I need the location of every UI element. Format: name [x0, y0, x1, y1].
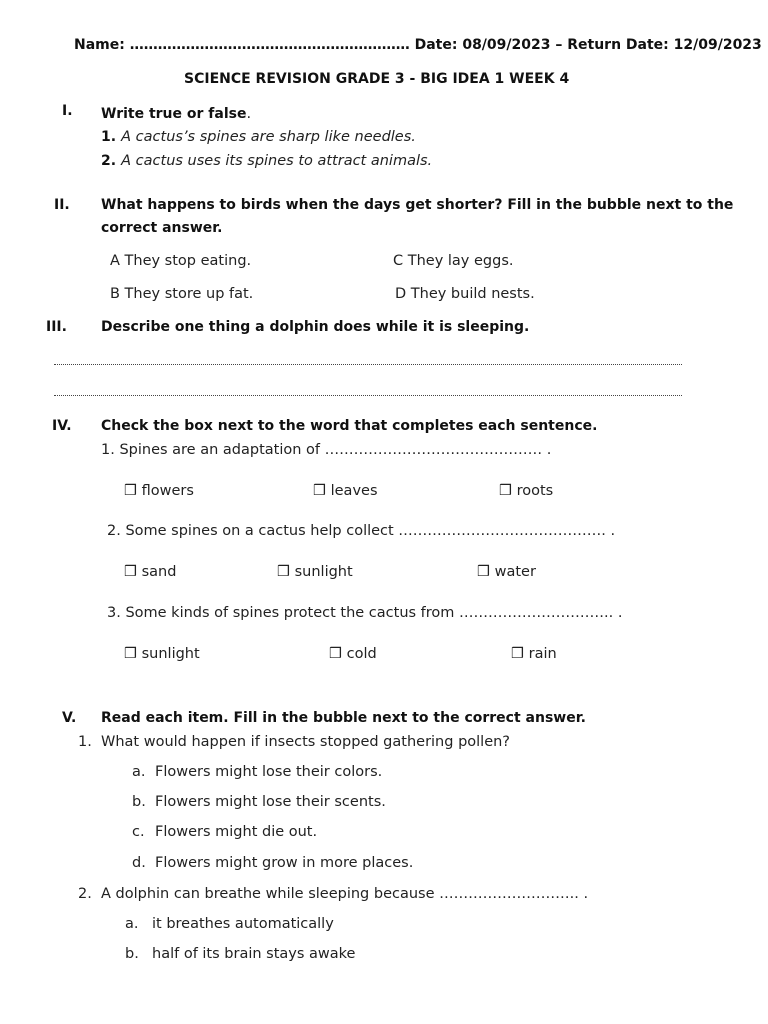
section-4-number: IV.	[52, 418, 72, 434]
item-text: A cactus’s spines are sharp like needles.	[121, 129, 416, 145]
checkbox-option[interactable]: ❒ sunlight	[277, 564, 353, 580]
answer-option[interactable]: Flowers might lose their colors.	[155, 764, 383, 780]
question-number: 2.	[78, 886, 92, 902]
section-1-number: I.	[62, 103, 73, 119]
section-1-title-end: .	[246, 106, 252, 122]
answer-option[interactable]: Flowers might lose their scents.	[155, 794, 386, 810]
section-1-heading	[101, 103, 251, 122]
section-4-title: Check the box next to the word that completes each sentence.	[101, 418, 598, 434]
item-number: 1.	[101, 129, 117, 145]
answer-option[interactable]: it breathes automatically	[152, 916, 334, 932]
checkbox-option[interactable]: ❒ cold	[329, 646, 377, 662]
checkbox-option[interactable]: ❒ rain	[511, 646, 557, 662]
section-1-title: Write true or false	[101, 106, 247, 122]
option-letter: d.	[132, 855, 146, 871]
checkbox-option[interactable]: ❒ flowers	[124, 483, 194, 499]
section-2-title-line1: What happens to birds when the days get shorter? Fill in the bubble next to the	[101, 197, 734, 213]
question-text: 2. Some spines on a cactus help collect ……………………………………. .	[107, 523, 616, 539]
question-text: A dolphin can breathe while sleeping because ……………………….. .	[101, 886, 589, 902]
question-text: What would happen if insects stopped gathering pollen?	[101, 734, 511, 750]
section-2-title-line2: correct answer.	[101, 220, 223, 236]
answer-option[interactable]: half of its brain stays awake	[152, 946, 356, 962]
checkbox-option[interactable]: ❒ sunlight	[124, 646, 200, 662]
question-text: 3. Some kinds of spines protect the cactus from ………………………….. .	[107, 605, 623, 621]
option-letter: a.	[125, 916, 139, 932]
section-3-title: Describe one thing a dolphin does while it is sleeping.	[101, 319, 530, 335]
section-2-number: II.	[54, 197, 70, 213]
option-c[interactable]: C They lay eggs.	[393, 253, 514, 269]
answer-option[interactable]: Flowers might die out.	[155, 824, 318, 840]
option-letter: b.	[125, 946, 139, 962]
question-number: 1.	[78, 734, 92, 750]
checkbox-option[interactable]: ❒ leaves	[313, 483, 378, 499]
section-5-title: Read each item. Fill in the bubble next to the correct answer.	[101, 710, 586, 726]
option-letter: b.	[132, 794, 146, 810]
item-text: A cactus uses its spines to attract animals.	[121, 153, 433, 169]
section-1-item	[101, 150, 432, 169]
checkbox-option[interactable]: ❒ sand	[124, 564, 177, 580]
section-1-item	[101, 126, 416, 145]
option-d[interactable]: D They build nests.	[395, 286, 535, 302]
name-date-line: Name: …………………………………………………… Date: 08/09/2023 – Return Date: 12/09/2023	[74, 37, 762, 53]
item-number: 2.	[101, 153, 117, 169]
option-b[interactable]: B They store up fat.	[110, 286, 254, 302]
option-a[interactable]: A They stop eating.	[110, 253, 252, 269]
answer-option[interactable]: Flowers might grow in more places.	[155, 855, 414, 871]
option-letter: a.	[132, 764, 146, 780]
page-title: SCIENCE REVISION GRADE 3 - BIG IDEA 1 WEEK 4	[184, 71, 570, 87]
option-letter: c.	[132, 824, 145, 840]
answer-line[interactable]	[54, 395, 682, 396]
checkbox-option[interactable]: ❒ roots	[499, 483, 554, 499]
section-3-number: III.	[46, 319, 67, 335]
answer-line[interactable]	[54, 364, 682, 365]
question-text: 1. Spines are an adaptation of ……………………………………… .	[101, 442, 552, 458]
checkbox-option[interactable]: ❒ water	[477, 564, 536, 580]
section-5-number: V.	[62, 710, 77, 726]
